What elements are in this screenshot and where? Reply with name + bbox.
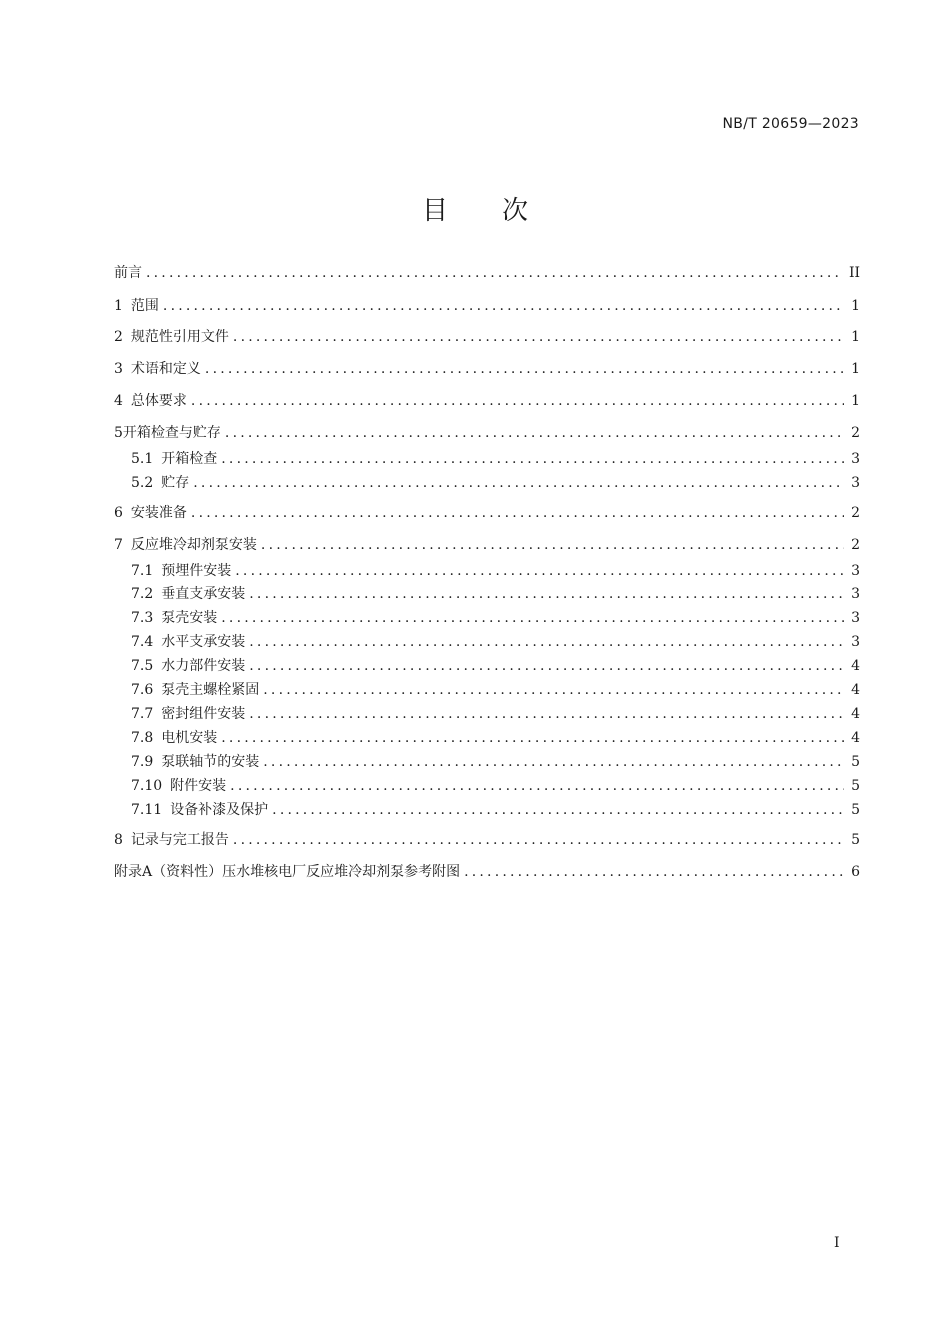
toc-entry-page: 1 bbox=[851, 393, 860, 409]
toc-entry-7-4[interactable] bbox=[131, 632, 860, 652]
toc-entry-4[interactable] bbox=[114, 391, 860, 411]
toc-entry-label: 开箱检查 bbox=[161, 451, 218, 467]
toc-entry-page: 4 bbox=[851, 706, 860, 722]
toc-entry-label: 泵联轴节的安装 bbox=[161, 754, 260, 770]
toc-entry-label: 密封组件安装 bbox=[161, 706, 246, 722]
dot-leader bbox=[249, 584, 844, 604]
toc-entry-5-1[interactable] bbox=[131, 449, 860, 469]
dot-leader bbox=[193, 473, 844, 493]
toc-entry-7-9[interactable] bbox=[131, 752, 860, 772]
toc-title bbox=[0, 190, 950, 227]
toc-entry-label: 安装准备 bbox=[130, 505, 187, 521]
toc-entry-label: 电机安装 bbox=[161, 730, 218, 746]
toc-entry-7-5[interactable] bbox=[131, 656, 860, 676]
toc-entry-page: 4 bbox=[851, 658, 860, 674]
dot-leader bbox=[221, 728, 844, 748]
toc-entry-8[interactable] bbox=[114, 830, 860, 850]
dot-leader bbox=[249, 704, 844, 724]
toc-entry-7[interactable] bbox=[114, 535, 860, 555]
toc-entry-label: 范围 bbox=[130, 298, 159, 314]
toc-entry-number: 7.10 bbox=[131, 778, 163, 794]
toc-entry-number: 7.8 bbox=[131, 730, 154, 746]
toc-entry-page: 4 bbox=[851, 682, 860, 698]
toc-entry-label: 附件安装 bbox=[170, 778, 227, 794]
toc-entry-foreword[interactable] bbox=[114, 263, 860, 283]
toc-entry-label: 泵壳主螺栓紧固 bbox=[161, 682, 260, 698]
toc-entry-page: 4 bbox=[851, 730, 860, 746]
toc-entry-number: 7.9 bbox=[131, 754, 154, 770]
toc-entry-page: 5 bbox=[851, 832, 860, 848]
toc-entry-number: 5 bbox=[114, 425, 123, 441]
toc-entry-page: 3 bbox=[851, 475, 860, 491]
dot-leader bbox=[221, 608, 844, 628]
toc-entry-label: 水力部件安装 bbox=[161, 658, 246, 674]
toc-entry-page: 1 bbox=[851, 298, 860, 314]
toc-entry-number: 4 bbox=[114, 393, 123, 409]
toc-entry-appendix-a[interactable] bbox=[114, 862, 860, 882]
toc-entry-5-2[interactable] bbox=[131, 473, 860, 493]
dot-leader bbox=[233, 830, 844, 850]
toc-entry-7-1[interactable] bbox=[131, 561, 860, 581]
toc-entry-number: 7 bbox=[114, 537, 123, 553]
toc-entry-1[interactable] bbox=[114, 296, 860, 316]
toc-entry-label: 预埋件安装 bbox=[161, 563, 232, 579]
dot-leader bbox=[146, 263, 843, 283]
toc-entry-page: 2 bbox=[851, 505, 860, 521]
toc-entry-page: 5 bbox=[851, 778, 860, 794]
toc-entry-page: 3 bbox=[851, 563, 860, 579]
dot-leader bbox=[263, 680, 844, 700]
toc-entry-7-6[interactable] bbox=[131, 680, 860, 700]
toc-entry-number: 2 bbox=[114, 329, 123, 345]
dot-leader bbox=[249, 632, 844, 652]
toc-entry-label: 水平支承安装 bbox=[161, 634, 246, 650]
standard-code: NB/T 20659—2023 bbox=[722, 116, 859, 132]
dot-leader bbox=[263, 752, 844, 772]
toc-entry-label: 总体要求 bbox=[130, 393, 187, 409]
toc-entry-page: 2 bbox=[851, 425, 860, 441]
dot-leader bbox=[235, 561, 844, 581]
toc-title-left: 目 bbox=[421, 196, 448, 226]
toc-entry-label: 垂直支承安装 bbox=[161, 586, 246, 602]
toc-entry-label: 记录与完工报告 bbox=[130, 832, 229, 848]
toc-entry-page: 2 bbox=[851, 537, 860, 553]
toc-entry-number: 7.1 bbox=[131, 563, 154, 579]
toc-entry-label: 泵壳安装 bbox=[161, 610, 218, 626]
toc-entry-page: 3 bbox=[851, 451, 860, 467]
dot-leader bbox=[191, 391, 844, 411]
dot-leader bbox=[261, 535, 844, 555]
dot-leader bbox=[272, 800, 844, 820]
toc-entry-6[interactable] bbox=[114, 503, 860, 523]
toc-entry-7-3[interactable] bbox=[131, 608, 860, 628]
toc-entry-page: 3 bbox=[851, 610, 860, 626]
dot-leader bbox=[230, 776, 844, 796]
toc-entry-label: 设备补漆及保护 bbox=[170, 802, 269, 818]
toc-entry-number: 1 bbox=[114, 298, 123, 314]
dot-leader bbox=[249, 656, 844, 676]
toc-entry-3[interactable] bbox=[114, 359, 860, 379]
dot-leader bbox=[464, 862, 844, 882]
toc-entry-number: 7.3 bbox=[131, 610, 154, 626]
toc-entry-page: 1 bbox=[851, 361, 860, 377]
toc-title-right: 次 bbox=[502, 196, 529, 226]
toc-entry-number: 7.6 bbox=[131, 682, 154, 698]
toc-entry-page: 5 bbox=[851, 754, 860, 770]
toc-entry-page: II bbox=[848, 265, 860, 281]
toc-entry-page: 6 bbox=[851, 864, 860, 880]
dot-leader bbox=[221, 449, 844, 469]
toc-entry-page: 3 bbox=[851, 634, 860, 650]
toc-entry-2[interactable] bbox=[114, 327, 860, 347]
page-number: I bbox=[834, 1235, 840, 1251]
toc-entry-number: 7.11 bbox=[131, 802, 163, 818]
toc-entry-number: 7.7 bbox=[131, 706, 154, 722]
dot-leader bbox=[163, 296, 844, 316]
toc-entry-number: 3 bbox=[114, 361, 123, 377]
toc-entry-number: 7.4 bbox=[131, 634, 154, 650]
dot-leader bbox=[205, 359, 844, 379]
toc-entry-label: 开箱检查与贮存 bbox=[122, 425, 221, 441]
toc-entry-7-2[interactable] bbox=[131, 584, 860, 604]
dot-leader bbox=[191, 503, 844, 523]
toc-entry-label: 贮存 bbox=[161, 475, 190, 491]
toc-entry-label: 规范性引用文件 bbox=[130, 329, 229, 345]
toc-entry-5[interactable] bbox=[114, 423, 860, 443]
toc-entry-label: 附录A（资料性）压水堆核电厂反应堆冷却剂泵参考附图 bbox=[114, 864, 461, 880]
toc-entry-page: 1 bbox=[851, 329, 860, 345]
toc-entry-7-11[interactable] bbox=[131, 800, 860, 820]
toc-entry-7-10[interactable] bbox=[131, 776, 860, 796]
toc-entry-7-7[interactable] bbox=[131, 704, 860, 724]
toc-entry-page: 3 bbox=[851, 586, 860, 602]
toc-entry-label: 前言 bbox=[114, 265, 142, 281]
toc-entry-number: 6 bbox=[114, 505, 123, 521]
toc-entry-page: 5 bbox=[851, 802, 860, 818]
toc-entry-number: 7.2 bbox=[131, 586, 154, 602]
toc-entry-number: 5.1 bbox=[131, 451, 154, 467]
toc-entry-label: 术语和定义 bbox=[130, 361, 201, 377]
toc-entry-number: 8 bbox=[114, 832, 123, 848]
dot-leader bbox=[225, 423, 844, 443]
toc-entry-number: 5.2 bbox=[131, 475, 154, 491]
toc-entry-label: 反应堆冷却剂泵安装 bbox=[130, 537, 257, 553]
toc-entry-7-8[interactable] bbox=[131, 728, 860, 748]
dot-leader bbox=[233, 327, 844, 347]
toc-entry-number: 7.5 bbox=[131, 658, 154, 674]
